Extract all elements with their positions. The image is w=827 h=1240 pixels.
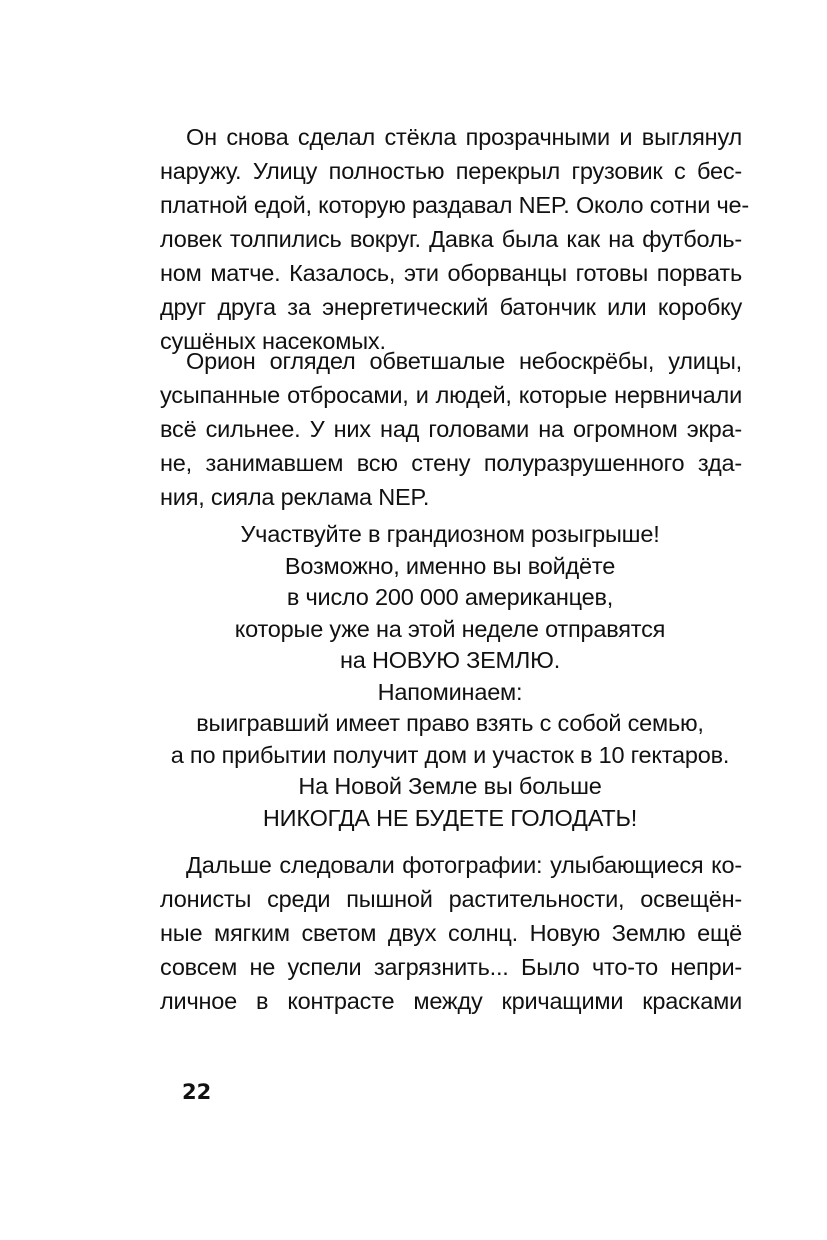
advertisement-line: На Новой Земле вы больше [298,773,602,799]
advertisement-line: НИКОГДА НЕ БУДЕТЕ ГОЛОДАТЬ! [262,804,638,831]
paragraph-1 [160,120,750,358]
paragraph-3 [160,848,742,1018]
paragraph-line: ния, сияла реклама NEP. [160,484,430,510]
advertisement-line: которые уже на этой неделе отправятся [234,615,666,642]
paragraph-line: не, занимавшем всю стену полуразрушенного зда- [160,450,742,476]
paragraph-line: лонисты среди пышной растительности, освещён- [160,886,742,912]
paragraph-line: ные мягким светом двух солнц. Новую Землю ещё [160,920,742,946]
advertisement-line: Участвуйте в грандиозном розыгрыше! [240,521,660,547]
paragraph-line: совсем не успели загрязнить... Было что-то непри- [160,954,742,980]
paragraph-line: платной едой, которую раздавал NEP. Около сотни че- [160,192,750,218]
paragraph-line: усыпанные отбросами, и людей, которые нервничали [160,382,742,408]
advertisement-line: а по прибытии получит дом и участок в 10 гектаров. [170,741,730,768]
paragraph-line: ловек толпились вокруг. Давка была как на футболь- [160,226,742,252]
paragraph-line: друг друга за энергетический батончик или коробку [160,294,742,320]
paragraph-line: всё сильнее. У них над головами на огромном экра- [160,416,742,442]
advertisement-line: в число 200 000 американцев, [286,584,614,610]
paragraph-line: наружу. Улицу полностью перекрыл грузовик с бес- [160,158,742,184]
advertisement-line: выигравший имеет право взять с собой семью, [196,710,704,736]
advertisement-line: Напоминаем: [377,678,523,705]
advertisement-block [140,519,760,834]
paragraph-line: ном матче. Казалось, эти оборванцы готовы порвать [160,260,742,286]
paragraph-line: Он снова сделал стёкла прозрачными и выглянул [186,124,742,150]
paragraph-line: личное в контрасте между кричащими красками [160,988,742,1014]
page-number: 22 [182,1080,212,1104]
paragraph-line: сушёных насекомых. [160,328,386,354]
advertisement-line: Возможно, именно вы войдёте [284,552,616,579]
paragraph-line: Орион оглядел обветшалые небоскрёбы, улицы, [186,348,742,374]
advertisement-line: на НОВУЮ ЗЕМЛЮ. [339,647,561,673]
paragraph-line: Дальше следовали фотографии: улыбающиеся ко- [186,852,742,878]
paragraph-2 [160,344,742,514]
